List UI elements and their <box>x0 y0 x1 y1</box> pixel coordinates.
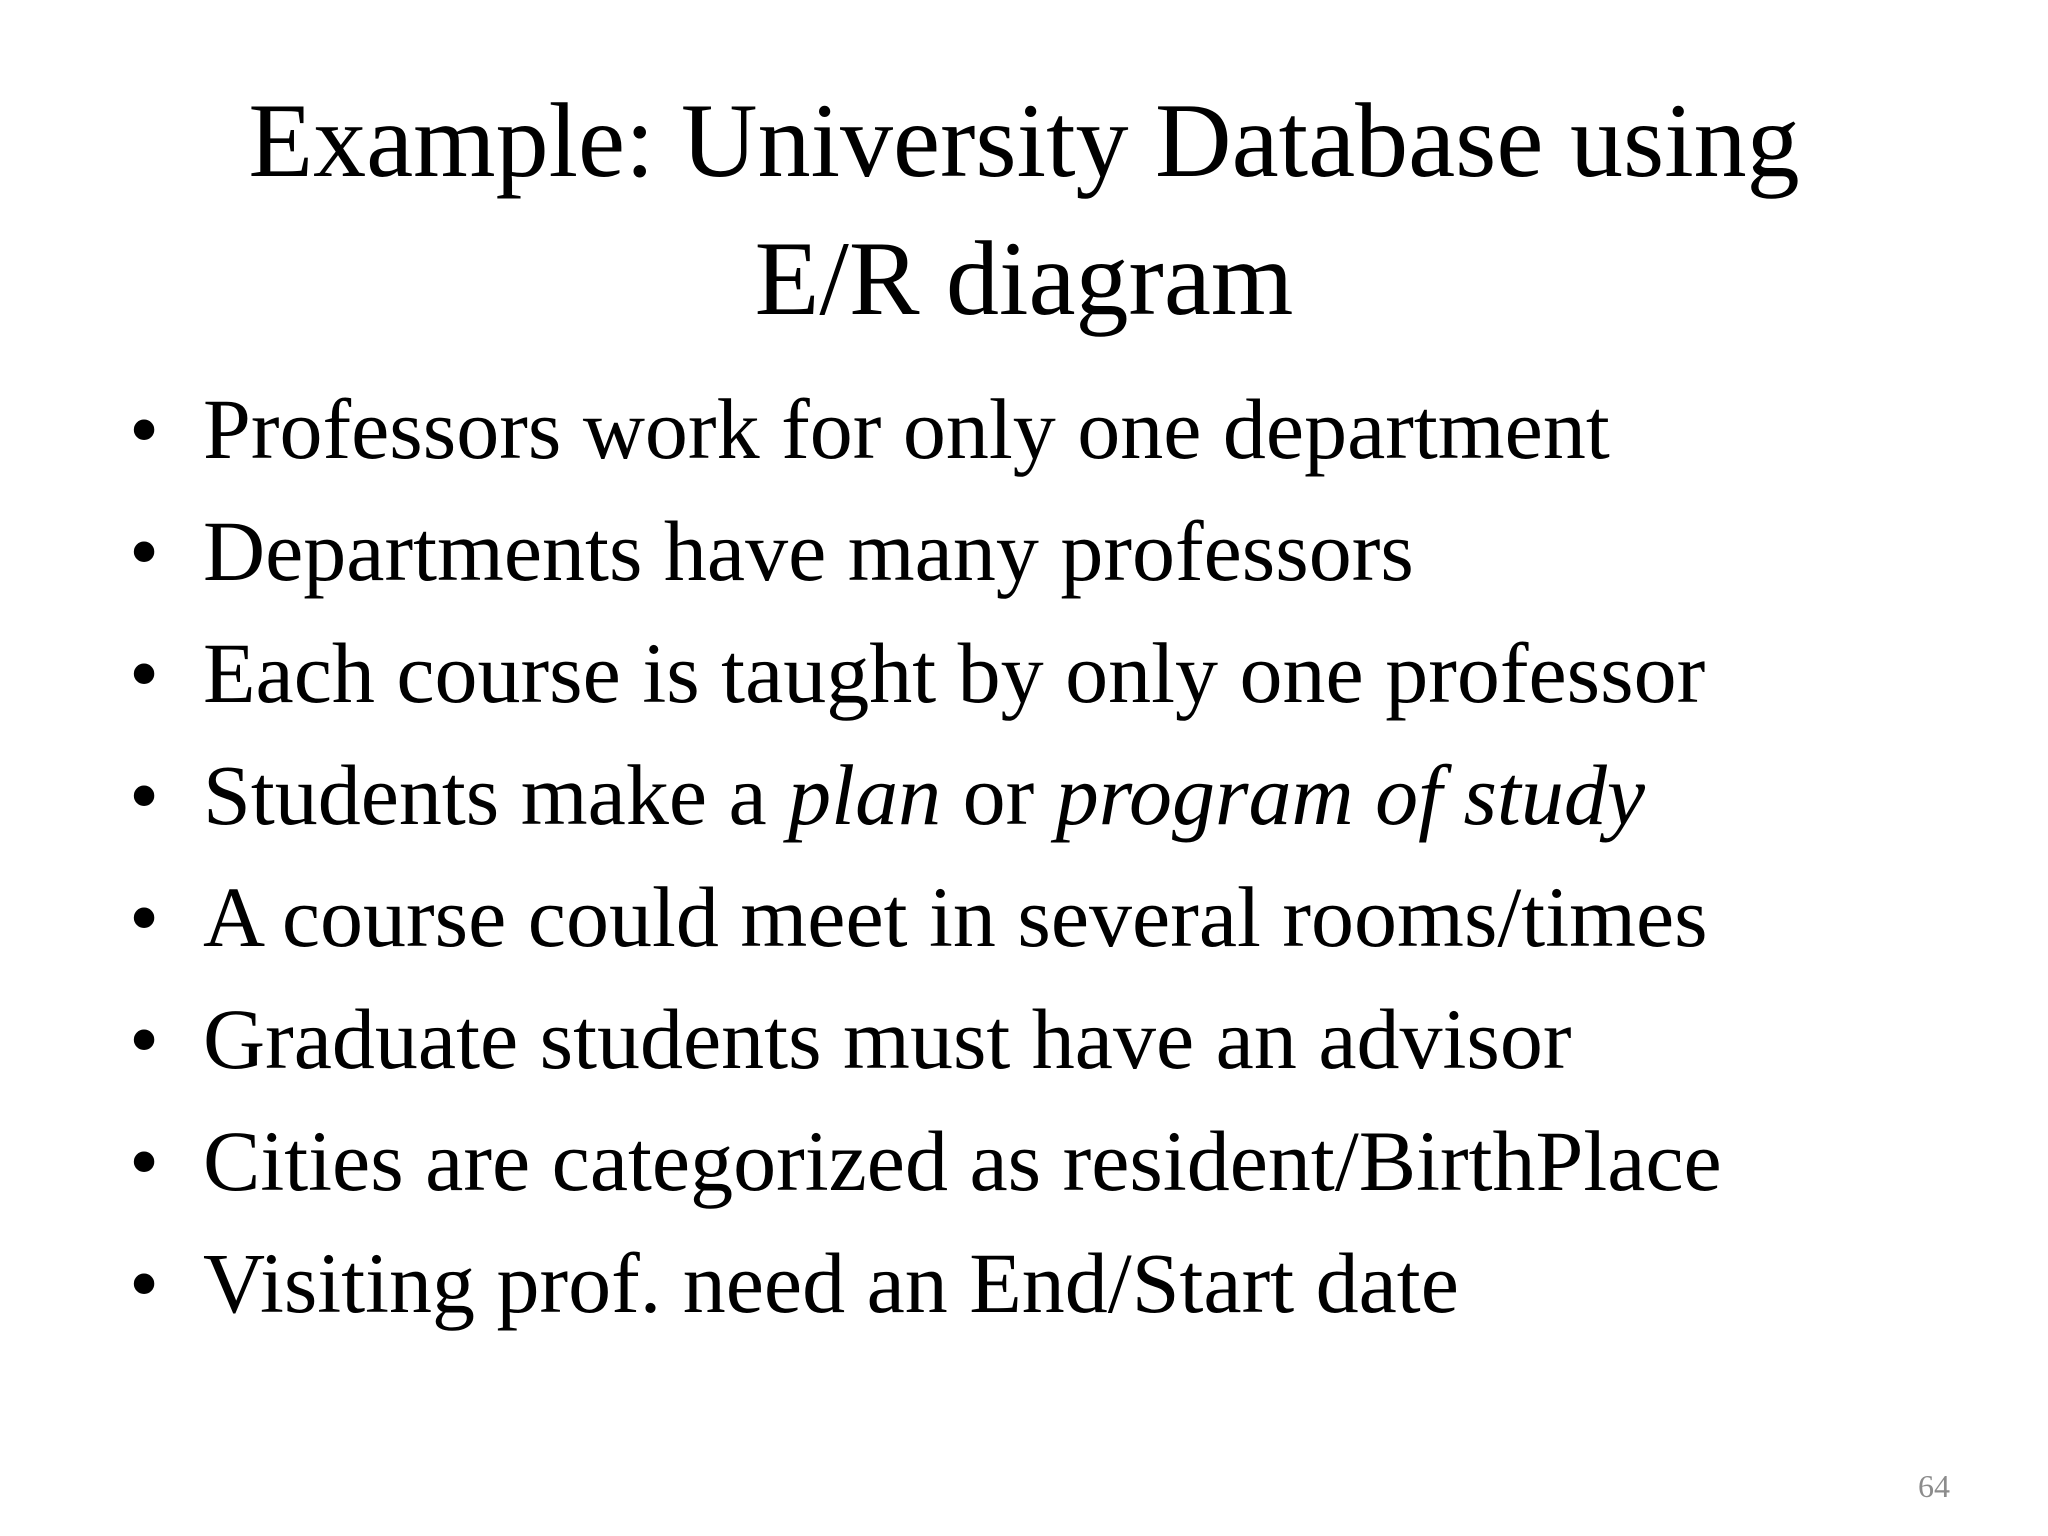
bullet-item <box>0 978 2048 1100</box>
bullet-text <box>203 856 1708 978</box>
bullet-item <box>0 490 2048 612</box>
bullet-segment: Departments have many professors <box>203 503 1414 599</box>
bullet-marker: • <box>128 747 160 843</box>
bullet-list <box>0 368 2048 1344</box>
bullet-segment-italic: plan <box>788 747 942 843</box>
bullet-marker: • <box>128 625 160 721</box>
bullet-segment: A course could meet in several rooms/times <box>203 869 1708 965</box>
slide-title-line-1: Example: University Database using <box>248 82 1800 199</box>
bullet-text <box>203 734 1645 856</box>
bullet-item <box>0 1100 2048 1222</box>
bullet-text <box>203 978 1571 1100</box>
slide-title-line-2: E/R diagram <box>754 220 1294 337</box>
page-number: 64 <box>1918 1468 1950 1504</box>
bullet-item <box>0 368 2048 490</box>
bullet-segment: Students make a <box>203 747 789 843</box>
bullet-segment: Graduate students must have an advisor <box>203 991 1572 1087</box>
bullet-text <box>203 1100 1722 1222</box>
bullet-marker: • <box>128 1235 160 1331</box>
bullet-text <box>203 612 1705 734</box>
bullet-item <box>0 612 2048 734</box>
bullet-item <box>0 856 2048 978</box>
bullet-text <box>203 368 1610 490</box>
bullet-segment-italic: program of study <box>1055 747 1645 843</box>
bullet-marker: • <box>128 991 160 1087</box>
bullet-marker: • <box>128 869 160 965</box>
bullet-segment: Cities are categorized as resident/BirthPlace <box>203 1113 1722 1209</box>
bullet-segment: Visiting prof. need an End/Start date <box>203 1235 1459 1331</box>
bullet-segment: Each course is taught by only one professor <box>203 625 1706 721</box>
bullet-marker: • <box>128 381 160 477</box>
bullet-text <box>203 1222 1459 1344</box>
bullet-item <box>0 734 2048 856</box>
bullet-item <box>0 1222 2048 1344</box>
bullet-segment: Professors work for only one department <box>203 381 1610 477</box>
bullet-segment: or <box>941 747 1056 843</box>
slide-title <box>0 72 2048 348</box>
bullet-marker: • <box>128 1113 160 1209</box>
bullet-marker: • <box>128 503 160 599</box>
bullet-text <box>203 490 1414 612</box>
